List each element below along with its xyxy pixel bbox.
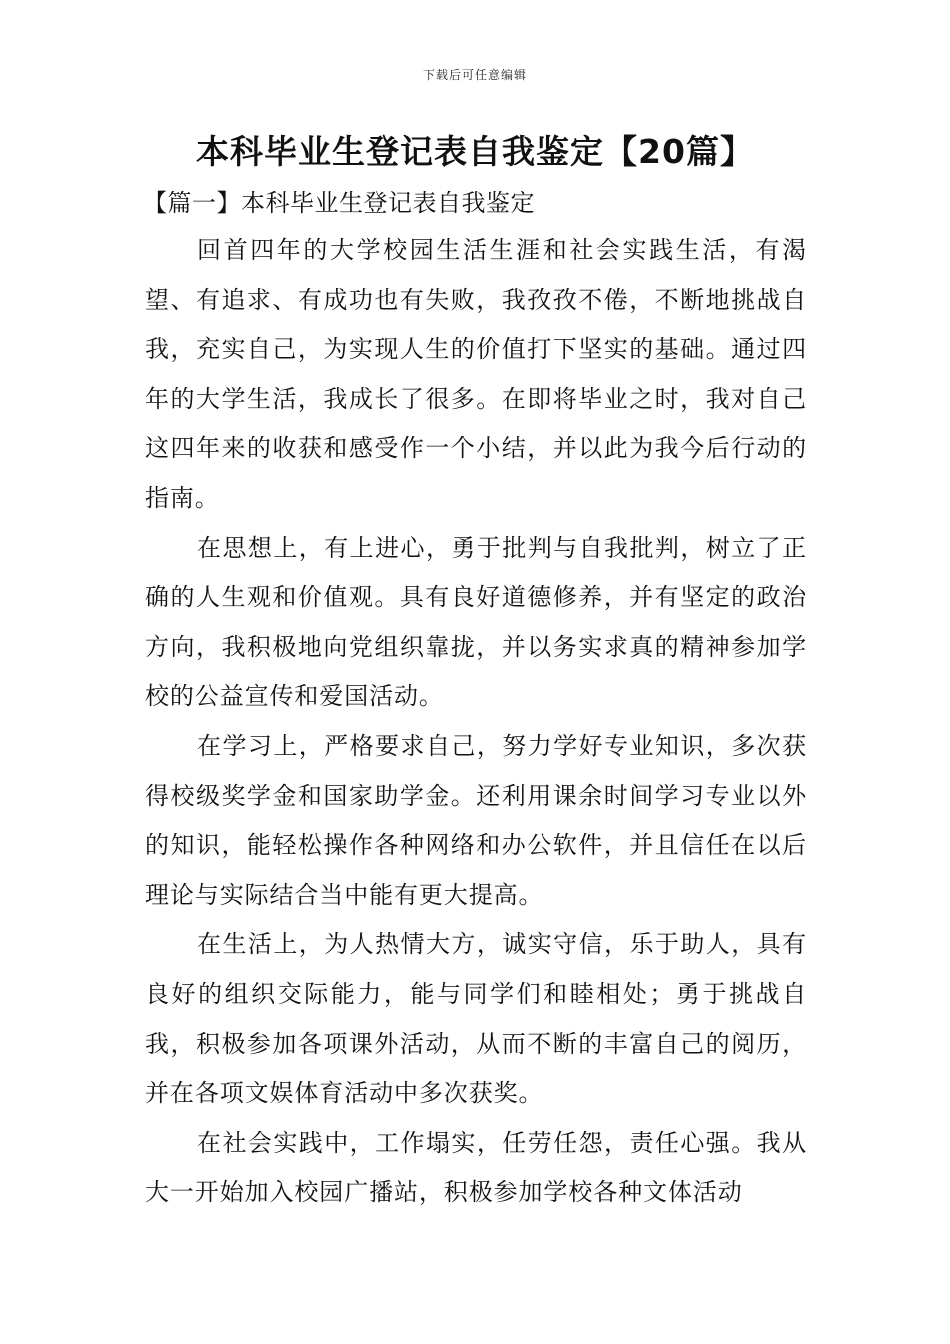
paragraph-3: 在学习上，严格要求自己，努力学好专业知识，多次获得校级奖学金和国家助学金。还利用课余时间学习专业以外的知识，能轻松操作各种网络和办公软件，并且信任在以后理论与实际结合当中能有更大提高。	[145, 731, 807, 909]
paragraph-4: 在生活上，为人热情大方，诚实守信，乐于助人，具有良好的组织交际能力，能与同学们和睦相处；勇于挑战自我，积极参加各项课外活动，从而不断的丰富自己的阅历，并在各项文娱体育活动中多次获奖。	[145, 930, 807, 1108]
paragraph-5: 在社会实践中，工作塌实，任劳任怨，责任心强。我从大一开始加入校园广播站，积极参加学校各种文体活动	[145, 1128, 807, 1207]
document-title: 本科毕业生登记表自我鉴定【20篇】	[196, 132, 754, 171]
document-body	[145, 226, 807, 1218]
page-header-note: 下载后可任意编辑	[422, 68, 527, 82]
paragraph-1: 回首四年的大学校园生活生涯和社会实践生活，有渴望、有追求、有成功也有失败，我孜孜不倦，不断地挑战自我，充实自己，为实现人生的价值打下坚实的基础。通过四年的大学生活，我成长了很多。在即将毕业之时，我对自己这四年来的收获和感受作一个小结，并以此为我今后行动的指南。	[145, 236, 807, 512]
section-heading: 【篇一】本科毕业生登记表自我鉴定	[143, 189, 535, 217]
paragraph-2: 在思想上，有上进心，勇于批判与自我批判，树立了正确的人生观和价值观。具有良好道德修养，并有坚定的政治方向，我积极地向党组织靠拢，并以务实求真的精神参加学校的公益宣传和爱国活动。	[145, 533, 807, 711]
